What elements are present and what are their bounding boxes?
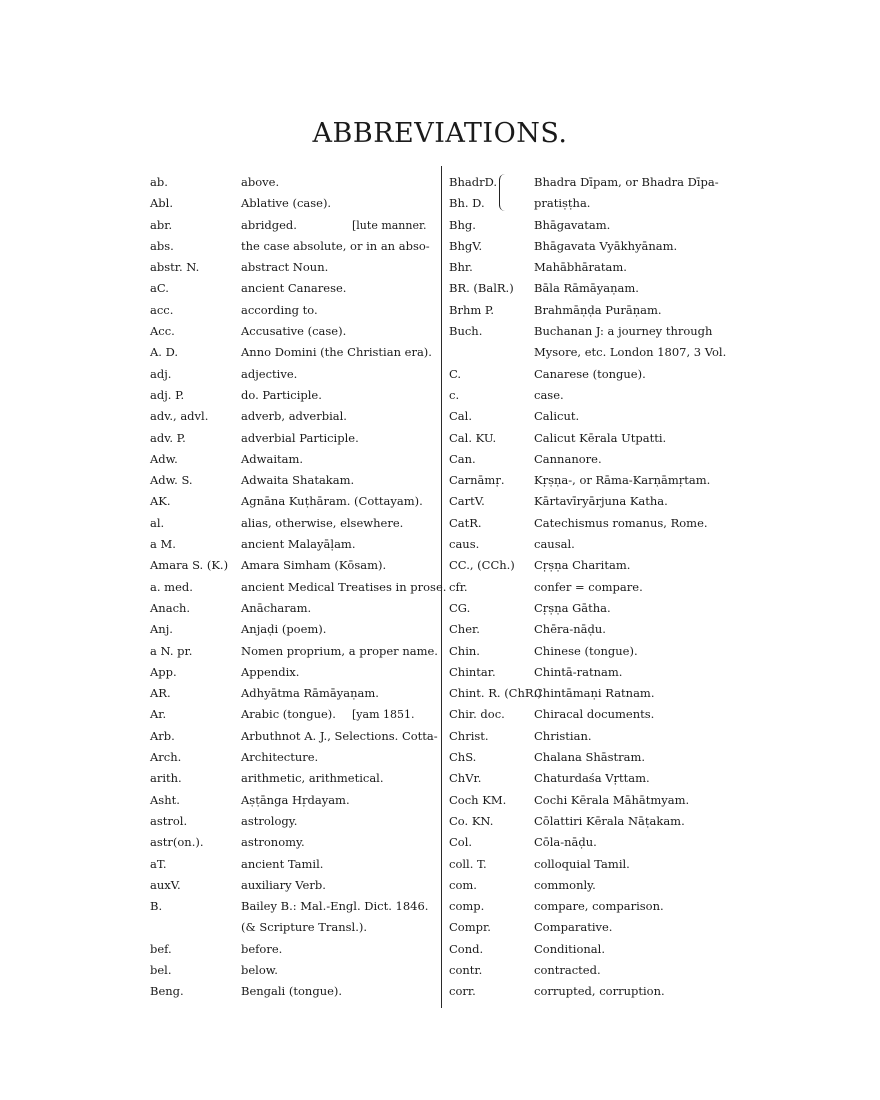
abbreviation: Arb. [150,728,175,743]
abbreviation: cfr. [449,579,468,594]
definition: Bāla Rāmāyaṇam. [534,281,639,296]
definition: Ablative (case). [241,196,332,211]
abbreviation: astrol. [150,813,188,828]
abbreviation-entry [150,236,435,257]
abbreviation-entry [150,683,435,704]
definition: Kārtavīryārjuna Katha. [534,494,668,509]
definition: Bailey B.: Mal.-Engl. Dict. 1846. [241,899,429,914]
abbreviation: Cond. [449,941,484,956]
definition: do. Participle. [241,387,322,402]
definition: ancient Medical Treatises in prose. [241,579,447,594]
abbreviation-entry [150,193,435,214]
abbreviation-entry [150,662,435,683]
definition: Architecture. [241,750,319,765]
definition: Adwaita Shatakam. [241,473,355,488]
abbreviation-entry [150,278,435,299]
abbreviation-entry [449,598,749,619]
definition: Cannanore. [534,451,602,466]
definition: before. [241,941,283,956]
abbreviation-entry [449,470,749,491]
abbreviation: com. [449,877,477,892]
abbreviation: Col. [449,835,473,850]
abbreviation: Co. KN. [449,813,494,828]
abbreviation-entry [449,768,749,789]
abbreviation-entry [150,832,435,853]
abbreviation-entry [449,896,749,917]
definition: adjective. [241,366,298,381]
definition: the case absolute, or in an abso- [241,238,430,253]
abbreviation-entry [150,726,438,747]
abbreviation-entry [449,342,749,363]
definition: Aṣṭānga Hṛdayam. [241,792,350,807]
abbreviation: Adw. S. [150,473,193,488]
abbreviation: abr. [150,217,173,232]
right-column [449,172,749,1003]
definition: below. [241,962,278,977]
abbreviation-entry [150,364,435,385]
definition: ancient Tamil. [241,856,324,871]
abbreviation: CG. [449,600,471,615]
abbreviation: caus. [449,537,480,552]
abbreviation-entry [449,917,749,938]
left-column [150,172,447,1003]
definition: compare, comparison. [534,899,664,914]
abbreviation: Brhm P. [449,302,494,317]
abbreviation-entry [150,555,435,576]
abbreviation: AR. [150,686,171,701]
abbreviation-entry [150,598,435,619]
abbreviation: Anach. [150,600,191,615]
abbreviation: c. [449,387,460,402]
definition: above. [241,175,280,189]
definition: Bhadra Dīpam, or Bhadra Dīpa- [534,175,719,189]
abbreviation-entry [150,491,435,512]
abbreviation-entry [449,236,749,257]
abbreviation-entry [449,747,749,768]
abbreviation: corr. [449,984,476,999]
abbreviation-entry [150,896,435,917]
definition: pratiṣṭha. [534,196,591,211]
abbreviation: a M. [150,537,176,552]
definition: Brahmāṇḍa Purāṇam. [534,302,662,317]
abbreviation-entry [449,172,749,193]
abbreviation-entry [449,215,749,236]
abbreviation: Bhr. [449,260,473,275]
abbreviation: BhgV. [449,238,483,253]
definition: Mysore, etc. London 1807, 3 Vol. [534,345,727,360]
abbreviation-entry [150,917,435,938]
abbreviation-entry [150,641,438,662]
abbreviation-entry [449,726,749,747]
abbreviation: ab. [150,175,168,189]
definition: Christian. [534,728,592,743]
definition: Canarese (tongue). [534,366,646,381]
abbreviation-entry [449,619,749,640]
abbreviation-entry [449,683,749,704]
abbreviation-entry [150,704,435,725]
definition: abridged. [241,217,297,232]
abbreviation: a. med. [150,579,193,594]
abbreviation-entry [449,364,749,385]
definition: adverb, adverbial. [241,409,347,424]
abbreviation: aT. [150,856,167,871]
abbreviation-entry [150,875,435,896]
definition: astronomy. [241,835,305,850]
abbreviation: acc. [150,302,174,317]
abbreviation: Asht. [150,792,180,807]
abbreviation: Cher. [449,622,480,637]
definition: case. [534,387,564,402]
abbreviation: C. [449,366,462,381]
abbreviation: bef. [150,941,172,956]
abbreviation: a N. pr. [150,643,193,658]
abbreviation: Adw. [150,451,178,466]
abbreviation: CatR. [449,515,482,530]
definition: Bhāgavata Vyākhyānam. [534,238,678,253]
abbreviation: BhadrD. [449,175,498,189]
abbreviation-entry [449,577,749,598]
definition: Anno Domini (the Christian era). [241,345,432,360]
abbreviation-entry [449,278,749,299]
page-title: ABBREVIATIONS. [312,118,568,149]
abbreviation: auxV. [150,877,181,892]
definition: Cōla-nāḍu. [534,835,597,850]
definition: astrology. [241,813,298,828]
abbreviation-entry [150,854,435,875]
abbreviation: B. [150,899,163,914]
definition: Agnāna Kuṭhāram. (Cottayam). [241,494,423,509]
abbreviation-entry [449,406,749,427]
abbreviation: aC. [150,281,169,296]
abbreviation-entry [449,449,749,470]
definition: causal. [534,537,575,552]
abbreviation-entry [449,385,749,406]
abbreviation: Beng. [150,984,184,999]
abbreviation-entry [150,534,435,555]
definition: Chalana Shāstram. [534,750,646,765]
definition: Calicut Kērala Utpatti. [534,430,667,445]
abbreviation-entry [150,981,435,1002]
abbreviation: coll. T. [449,856,487,871]
definition: Calicut. [534,409,580,424]
abbreviation-entry [150,513,435,534]
definition: Comparative. [534,920,613,935]
definition: Chinese (tongue). [534,643,638,658]
definition: Mahābhāratam. [534,260,627,275]
abbreviation: Anj. [150,622,173,637]
definition: commonly. [534,877,596,892]
abbreviation: Arch. [150,750,182,765]
abbreviation: al. [150,515,165,530]
abbreviation: Chintar. [449,664,496,679]
abbreviation-entry [150,300,435,321]
abbreviation: arith. [150,771,182,786]
definition: Kṛṣṇa-, or Rāma-Karṇāmṛtam. [534,473,711,488]
abbreviation-entry [150,960,435,981]
abbreviation-entry [150,385,435,406]
abbreviation-entry [150,406,435,427]
abbreviation: adv. P. [150,430,186,445]
definition: contracted. [534,962,601,977]
abbreviation-entry [449,704,749,725]
definition: Bengali (tongue). [241,984,343,999]
definition: Cṛṣṇa Charitam. [534,558,631,573]
definition: Nomen proprium, a proper name. [241,643,438,658]
definition: Anācharam. [241,600,312,615]
abbreviation: Compr. [449,920,491,935]
abbreviation-entry [150,768,435,789]
definition: ancient Malayāḷam. [241,537,356,552]
abbreviation: CartV. [449,494,485,509]
abbreviation: Abl. [150,196,173,211]
abbreviation: adj. P. [150,387,185,402]
abbreviation-entry [449,193,749,214]
definition: confer = compare. [534,579,643,594]
abbreviation: Cal. [449,409,472,424]
definition: Cochi Kērala Māhātmyam. [534,792,690,807]
definition: Adwaitam. [241,451,304,466]
definition: adverbial Participle. [241,430,359,445]
definition: Bhāgavatam. [534,217,611,232]
abbreviation: Chin. [449,643,480,658]
abbreviation-entry [449,960,749,981]
abbreviation-entry [150,428,435,449]
abbreviation: Acc. [150,324,175,339]
abbreviation-entry [449,854,749,875]
abbreviation-entry [150,470,435,491]
definition: Buchanan J: a journey through [534,324,713,339]
definition: Chintā-ratnam. [534,664,623,679]
abbreviation-entry [150,790,435,811]
margin-continuation: [lute manner. [352,218,427,232]
abbreviation-entry [449,555,749,576]
abbreviation: A. D. [150,345,179,360]
abbreviation-entry [150,449,435,470]
abbreviation-entry [449,832,749,853]
abbreviation-entry [449,300,749,321]
abbreviation-entry [449,939,749,960]
abbreviation: Amara S. (K.) [150,558,229,573]
definition: Catechismus romanus, Rome. [534,515,708,530]
definition: Chiracal documents. [534,707,655,722]
abbreviation: CC., (CCh.) [449,558,515,573]
abbreviation: Cal. KU. [449,430,497,445]
definition: Conditional. [534,941,605,956]
definition: abstract Noun. [241,260,329,275]
definition: Chaturdaśa Vṛttam. [534,771,650,786]
definition: Chintāmaṇi Ratnam. [534,686,655,701]
abbreviation: Bhg. [449,217,476,232]
definition: (& Scripture Transl.). [241,920,368,935]
definition: ancient Canarese. [241,281,347,296]
abbreviation-entry [150,257,435,278]
abbreviation: bel. [150,962,172,977]
abbreviation-entry [449,662,749,683]
definition: Arabic (tongue). [241,707,336,722]
abbreviation: Ar. [150,707,167,722]
abbreviation: Can. [449,451,476,466]
definition: Anjaḍi (poem). [241,622,327,637]
abbreviation-entry [449,790,749,811]
abbreviation-entry [150,172,435,193]
definition: Cṛṣṇa Gātha. [534,600,611,615]
definition: arithmetic, arithmetical. [241,771,384,786]
abbreviation-entry [449,428,749,449]
definition: auxiliary Verb. [241,877,326,892]
definition: Accusative (case). [241,324,347,339]
abbreviation: ChVr. [449,771,482,786]
abbreviation-entry [449,321,749,342]
abbreviation: contr. [449,962,483,977]
abbreviation: Christ. [449,728,489,743]
abbreviation-entry [150,619,435,640]
margin-continuation: [yam 1851. [352,708,415,722]
abbreviation-entry [150,939,435,960]
abbreviation: AK. [150,494,171,509]
abbreviation-entry [449,257,749,278]
abbreviation-entry [150,215,435,236]
definition: Adhyātma Rāmāyaṇam. [241,686,379,701]
abbreviation: App. [150,664,177,679]
abbreviation: astr(on.). [150,835,204,850]
abbreviation: comp. [449,899,485,914]
definition: Amara Simham (Kōsam). [241,558,387,573]
abbreviation: adj. [150,366,172,381]
abbreviation-entry [449,811,749,832]
abbreviation-entry [449,513,749,534]
abbreviation: abs. [150,238,174,253]
abbreviation: Bh. D. [449,196,485,211]
abbreviation: Chir. doc. [449,707,505,722]
abbreviation-entry [150,747,435,768]
abbreviation: abstr. N. [150,260,200,275]
definition: colloquial Tamil. [534,856,630,871]
abbreviation-entry [150,342,435,363]
abbreviation: BR. (BalR.) [449,281,514,296]
abbreviation-entry [150,811,435,832]
abbreviation: Chint. R. (ChR.) [449,686,542,701]
abbreviation-entry [150,577,447,598]
abbreviation: Coch KM. [449,792,507,807]
abbreviation-entry [449,981,749,1002]
abbreviation: adv., advl. [150,409,209,424]
definition: Chēra-nāḍu. [534,622,606,637]
abbreviation: ChS. [449,750,477,765]
definition: Cōlattiri Kērala Nāṭakam. [534,813,685,828]
abbreviation-entry [449,534,749,555]
abbreviation-entry [449,875,749,896]
abbreviation: Carnāmṛ. [449,473,505,488]
definition: according to. [241,302,318,317]
definition: Appendix. [241,664,300,679]
definition: Arbuthnot A. J., Selections. Cotta- [241,728,438,743]
definition: corrupted, corruption. [534,984,665,999]
abbreviation-entry [150,321,435,342]
definition: alias, otherwise, elsewhere. [241,515,404,530]
abbreviation-entry [449,491,749,512]
abbreviation: Buch. [449,324,483,339]
abbreviation-entry [449,641,749,662]
